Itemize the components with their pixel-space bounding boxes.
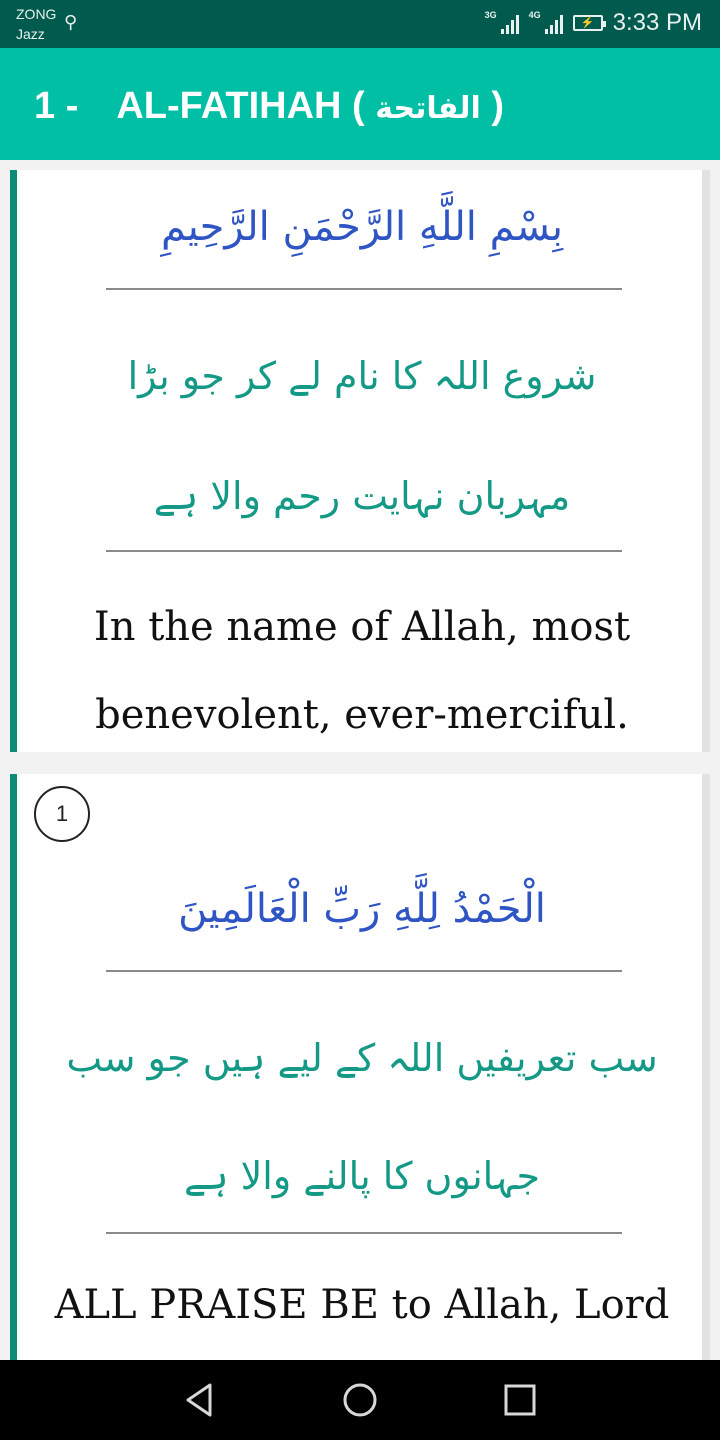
surah-title bbox=[34, 84, 504, 131]
back-triangle-icon[interactable] bbox=[180, 1380, 220, 1420]
divider bbox=[106, 288, 622, 290]
surah-name-close: ) bbox=[491, 85, 504, 127]
arabic-text: بِسْمِ اللَّهِ الرَّحْمَنِ الرَّحِيمِ bbox=[160, 204, 564, 250]
surah-name-arabic: الفاتحة bbox=[375, 91, 481, 126]
clock: 3:33 PM bbox=[612, 9, 702, 36]
ayah-card[interactable] bbox=[10, 774, 710, 1360]
english-translation-line: In the name of Allah, most bbox=[93, 604, 631, 650]
urdu-translation-line: مہربان نہایت رحم والا ہے bbox=[153, 474, 571, 518]
english-translation-line: ALL PRAISE BE to Allah, Lord bbox=[54, 1282, 670, 1328]
recents-square-icon[interactable] bbox=[500, 1380, 540, 1420]
urdu-translation-line: جہانوں کا پالنے والا ہے bbox=[183, 1154, 540, 1198]
status-indicators bbox=[485, 9, 702, 37]
ayah-list[interactable] bbox=[0, 160, 720, 1360]
urdu-translation-line: سب تعریفیں اللہ کے لیے ہیں جو سب bbox=[66, 1036, 658, 1080]
network-type-label: 4G bbox=[528, 10, 541, 20]
signal-4g-icon bbox=[529, 12, 563, 34]
surah-name: AL-FATIHAH ( bbox=[116, 85, 365, 127]
carrier-names bbox=[16, 4, 56, 44]
usb-icon: ⚲ bbox=[64, 12, 78, 33]
surah-number: 1 - bbox=[34, 85, 79, 127]
battery-charging-icon: ⚡ bbox=[573, 15, 603, 31]
navigation-bar bbox=[0, 1360, 720, 1440]
status-bar bbox=[0, 0, 720, 48]
divider bbox=[106, 550, 622, 552]
divider bbox=[106, 1232, 622, 1234]
arabic-text: الْحَمْدُ لِلَّهِ رَبِّ الْعَالَمِينَ bbox=[178, 886, 546, 932]
ayah-number-badge: 1 bbox=[34, 786, 90, 842]
carrier-secondary: Jazz bbox=[16, 26, 45, 42]
urdu-translation-line: شروع اللہ کا نام لے کر جو بڑا bbox=[127, 354, 597, 398]
home-circle-icon[interactable] bbox=[340, 1380, 380, 1420]
signal-3g-icon bbox=[485, 12, 519, 34]
bismillah-card[interactable] bbox=[10, 170, 710, 752]
carrier-primary: ZONG bbox=[16, 6, 57, 22]
app-bar bbox=[0, 48, 720, 160]
divider bbox=[106, 970, 622, 972]
english-translation-line: benevolent, ever-merciful. bbox=[95, 692, 629, 738]
network-type-label: 3G bbox=[484, 10, 497, 20]
